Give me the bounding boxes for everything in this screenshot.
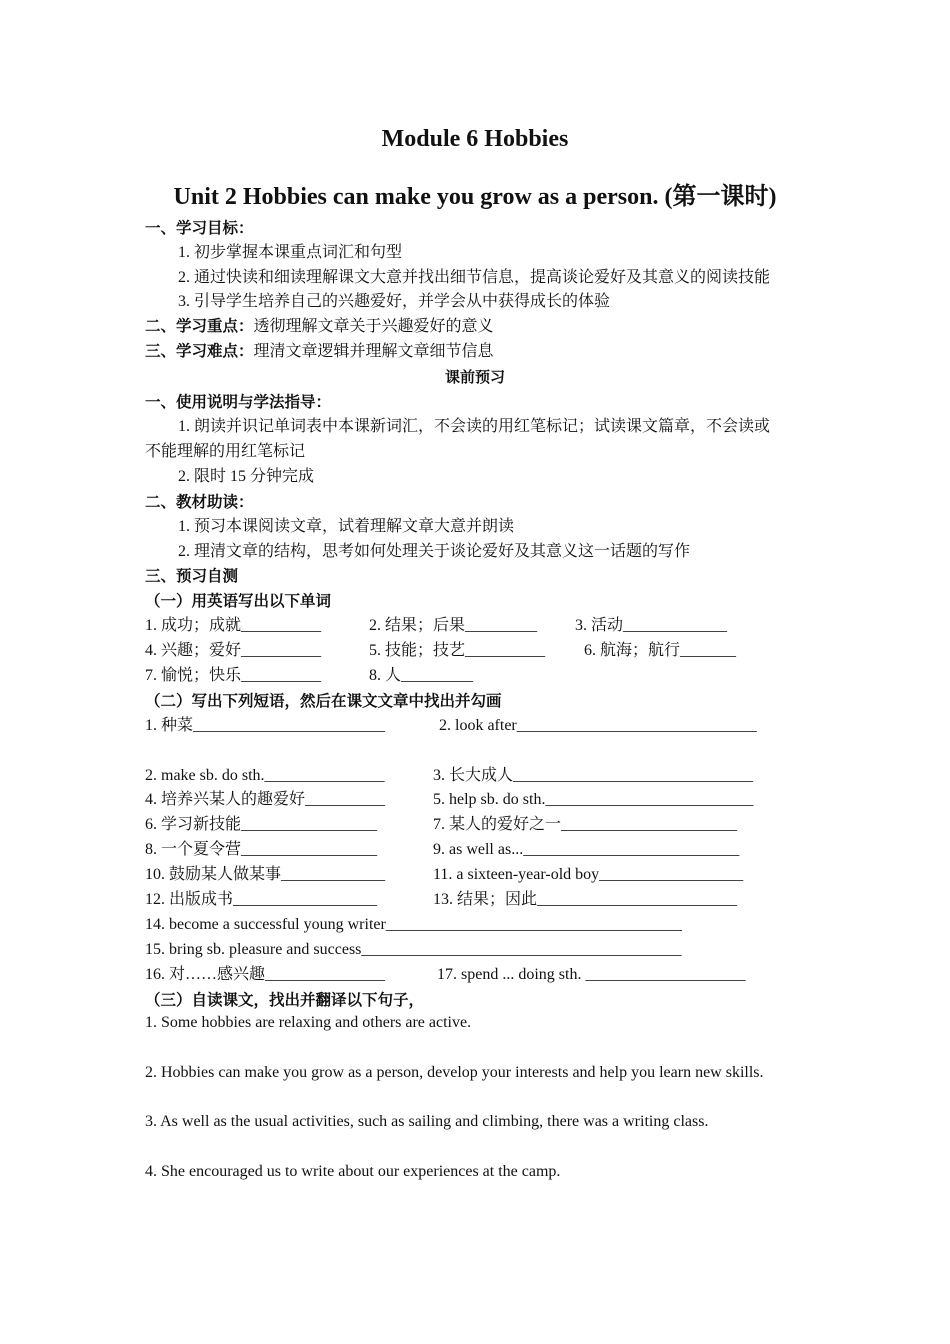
word-item: 2. 结果；后果_________ bbox=[369, 617, 538, 634]
phrase-item: 1. 种菜________________________ bbox=[145, 717, 386, 734]
phrase-item: 9. as well as...___________________________ bbox=[433, 841, 740, 858]
difficult-point-text: 理清文章逻辑并理解文章细节信息 bbox=[253, 343, 494, 360]
phrase-item: 2. make sb. do sth._______________ bbox=[145, 767, 385, 784]
sentence-item: 1. Some hobbies are relaxing and others are active. bbox=[145, 1014, 472, 1031]
sentence-item: 3. As well as the usual activities, such as sailing and climbing, there was a writing class. bbox=[145, 1113, 709, 1130]
objective-item: 1. 初步掌握本课重点词汇和句型 bbox=[178, 244, 403, 261]
phrase-item: 13. 结果；因此_________________________ bbox=[433, 891, 738, 908]
word-item: 7. 愉悦；快乐__________ bbox=[145, 667, 322, 684]
word-item: 3. 活动_____________ bbox=[575, 617, 728, 634]
phrase-item: 12. 出版成书__________________ bbox=[145, 891, 378, 908]
difficult-point-label: 三、学习难点： bbox=[145, 342, 254, 360]
phrase-item: 11. a sixteen-year-old boy__________________ bbox=[433, 866, 744, 883]
phrase-item: 8. 一个夏令营_________________ bbox=[145, 841, 378, 858]
page-subtitle: Unit 2 Hobbies can make you grow as a person. (第一课时) bbox=[173, 184, 777, 210]
phrase-item: 15. bring sb. pleasure and success________________________________________ bbox=[145, 941, 682, 958]
objective-item: 3. 引导学生培养自己的兴趣爱好，并学会从中获得成长的体验 bbox=[178, 293, 611, 310]
self-test-heading: 三、预习自测 bbox=[145, 567, 239, 585]
key-point-label: 二、学习重点： bbox=[145, 317, 254, 335]
textbook-item: 2. 理清文章的结构，思考如何处理关于谈论爱好及其意义这一话题的写作 bbox=[178, 543, 691, 560]
word-item: 6. 航海；航行_______ bbox=[584, 642, 737, 659]
word-item: 4. 兴趣；爱好__________ bbox=[145, 642, 322, 659]
sentence-item: 4. She encouraged us to write about our experiences at the camp. bbox=[145, 1163, 561, 1180]
phrase-item: 4. 培养兴某人的趣爱好__________ bbox=[145, 791, 386, 808]
key-point bbox=[145, 315, 494, 338]
guide-item: 2. 限时 15 分钟完成 bbox=[178, 468, 315, 485]
part2-heading: （二）写出下列短语，然后在课文文章中找出并勾画 bbox=[145, 692, 502, 710]
key-point-text: 透彻理解文章关于兴趣爱好的意义 bbox=[253, 318, 494, 335]
phrase-item: 16. 对……感兴趣_______________ bbox=[145, 966, 386, 983]
sentence-item: 2. Hobbies can make you grow as a person, develop your interests and help you learn new skills. bbox=[145, 1064, 764, 1081]
guide-item: 1. 朗读并识记单词表中本课新词汇，不会读的用红笔标记；试读课文篇章，不会读或 bbox=[178, 418, 771, 435]
phrase-item: 7. 某人的爱好之一______________________ bbox=[433, 816, 738, 833]
textbook-heading: 二、教材助读： bbox=[145, 493, 254, 511]
objectives-heading: 一、学习目标： bbox=[145, 219, 254, 237]
part3-heading: （三）自读课文，找出并翻译以下句子， bbox=[145, 991, 425, 1009]
guide-item: 不能理解的用红笔标记 bbox=[145, 443, 306, 460]
part1-heading: （一）用英语写出以下单词 bbox=[145, 592, 332, 610]
phrase-item: 6. 学习新技能_________________ bbox=[145, 816, 378, 833]
phrase-item: 3. 长大成人______________________________ bbox=[433, 767, 754, 784]
preview-title: 课前预习 bbox=[444, 368, 505, 386]
page-title: Module 6 Hobbies bbox=[381, 126, 569, 152]
objective-item: 2. 通过快读和细读理解课文大意并找出细节信息，提高谈论爱好及其意义的阅读技能 bbox=[178, 269, 771, 286]
textbook-item: 1. 预习本课阅读文章，试着理解文章大意并朗读 bbox=[178, 518, 515, 535]
phrase-item: 2. look after______________________________ bbox=[439, 717, 757, 734]
word-item: 5. 技能；技艺__________ bbox=[369, 642, 546, 659]
phrase-item: 5. help sb. do sth.__________________________ bbox=[433, 791, 754, 808]
word-item: 8. 人_________ bbox=[369, 667, 474, 684]
guide-heading: 一、使用说明与学法指导： bbox=[145, 393, 332, 411]
phrase-item: 17. spend ... doing sth. ____________________ bbox=[437, 966, 746, 983]
difficult-point bbox=[145, 340, 494, 363]
word-item: 1. 成功；成就__________ bbox=[145, 617, 322, 634]
phrase-item: 10. 鼓励某人做某事_____________ bbox=[145, 866, 386, 883]
phrase-item: 14. become a successful young writer_____________________________________ bbox=[145, 916, 682, 933]
